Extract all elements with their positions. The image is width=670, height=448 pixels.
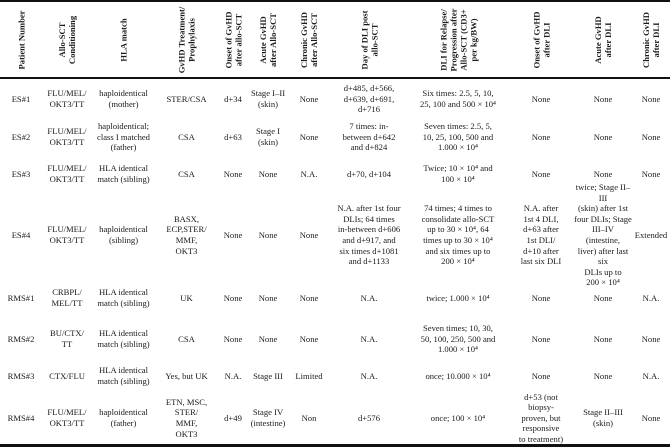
table-cell: haploidentical (mother) [99,88,148,109]
table-cell: HLA identical match (sibling) [97,328,150,349]
table-cell: None [299,131,319,142]
table-cell: None [299,93,319,104]
table-cell: FLU/MEL/ OKT3/TT [47,126,87,147]
column-header [92,3,155,76]
table-cell: None [641,131,661,142]
table-cell: ES#3 [11,168,31,179]
table-cell: N.A. [300,168,318,179]
table-cell: d+53 (not biopsy- proven, but responsive to treatment) [518,391,564,444]
table-cell: None [258,292,278,303]
table-cell: haploidentical (sibling) [99,224,148,245]
column-header [508,3,574,76]
table-cell: FLU/MEL/ OKT3/TT [47,224,87,245]
table-cell: N.A. [642,370,660,381]
table-cell: Yes, but UK [165,370,208,381]
table-cell: CSA [178,131,195,142]
table-cell: RMS#1 [7,292,35,303]
table-cell: Stage II–III (skin) [583,407,623,428]
table-cell: None [258,168,278,179]
table-cell: STER/CSA [166,93,207,104]
table-cell: HLA identical match (sibling) [97,163,150,184]
table-cell: Stage I (skin) [255,126,281,147]
table-cell: None [223,168,243,179]
table-cell: CTX/FLU [49,370,85,381]
table-cell: d+34 [224,93,242,104]
table-cell: FLU/MEL/ OKT3/TT [47,407,87,428]
column-header-label: GvHD Treatment/ Prophylaxis [176,6,197,73]
table-cell: None [593,168,613,179]
table-cell: Seven times; 10, 30, 50, 100, 250, 500 and 1.000 × 10⁴ [420,323,496,355]
table-cell: haploidentical; class I matched (father) [97,121,150,153]
table-cell: None [531,131,551,142]
table-cell: None [593,131,613,142]
column-header [408,3,508,76]
table-cell: Twice; 10 × 10⁴ and 100 × 10⁴ [423,163,493,184]
table-cell: N.A. [360,333,378,344]
table-cell: None [223,229,243,240]
table-cell: None [531,292,551,303]
table-cell: CSA [178,333,195,344]
column-header-label: Chronic GvHD after DLI [641,11,662,68]
column-header [288,3,330,76]
table-cell: d+70, d+104 [346,168,392,179]
table-cell: None [531,333,551,344]
column-header-label: Onset of GvHD after allo-SCT [223,11,243,68]
table-cell: None [593,333,613,344]
column-header [632,3,670,76]
table-cell: N.A. [360,370,378,381]
table-cell: None [223,292,243,303]
table-cell: None [223,333,243,344]
column-header [42,3,92,76]
table-cell: haploidentical (father) [99,407,148,428]
table-cell: once; 100 × 10⁴ [430,412,486,423]
table-cell: ES#2 [11,131,31,142]
table-cell: N.A. [360,292,378,303]
table-cell: 7 times: in- between d+642 and d+824 [342,121,396,153]
table-bottom-rule [0,444,670,447]
table-cell: Non [301,412,317,423]
table-cell: BU/CTX/ TT [50,328,84,349]
table-cell: Seven times: 2.5, 5, 10, 25, 100, 500 and 1.000 × 10⁴ [422,121,494,153]
table-cell: 74 times; 4 times to consolidate allo-SCT up to 30 × 10⁴, 64 times up to 30 × 10⁴ and six times up to 200 × 10⁴ [421,203,495,267]
table-cell: N.A. [224,370,242,381]
table-header-rule [0,77,670,79]
table-cell: N.A. [642,292,660,303]
column-header [155,3,218,76]
table-cell: None [531,168,551,179]
column-header-label: HLA match [118,17,129,62]
column-header [0,3,42,76]
column-header [248,3,288,76]
table-cell: None [593,93,613,104]
table-cell: None [258,333,278,344]
table-cell: None [299,229,319,240]
table-cell: BASX, ECP,STER/ MMF, OKT3 [166,213,207,256]
table-cell: None [593,292,613,303]
column-header-label: Allo-SCT Conditioning [57,15,77,64]
table-cell: N.A. after 1st four DLIs; 64 times in-between d+606 and d+917, and six times d+1081 and d+1133 [337,203,401,267]
column-header-label: DLI for Relapse/ Progression after Allo-SCT (CD3+ per kg/BW) [438,8,478,71]
table-cell: RMS#4 [7,412,35,423]
column-header-label: Acute GvHD after Allo-SCT [258,12,278,67]
column-header-label: Chronic GvHD after Allo-SCT [299,11,320,68]
table-cell: RMS#2 [7,333,35,344]
table-cell: Stage III [253,370,283,381]
table-cell: FLU/MEL/ OKT3/TT [47,163,87,184]
table-cell: ES#4 [11,229,31,240]
table-cell: None [299,333,319,344]
column-header [218,3,248,76]
table-cell: Stage IV (intestine) [250,407,286,428]
table-cell: CSA [178,168,195,179]
table-cell: d+49 [224,412,242,423]
table-cell: RMS#3 [7,370,35,381]
table-cell: ETN, MSC, STER/ MMF, OKT3 [165,396,208,439]
table-cell: None [593,370,613,381]
table-cell: twice; 1.000 × 10⁴ [426,292,490,303]
table-cell: HLA identical match (sibling) [97,287,150,308]
table-cell: None [641,412,661,423]
column-header-label: Onset of GvHD after DLI [531,11,551,68]
table-cell: FLU/MEL/ OKT3/TT [47,88,87,109]
table-cell: N.A. after 1st 4 DLI, d+63 after 1st DLI/ d+10 after last six DLI [520,203,562,267]
table-cell: None [641,93,661,104]
table-cell: Six times: 2.5, 5, 10, 25, 100 and 500 × 10⁴ [419,88,497,109]
table-cell: UK [180,292,193,303]
table-top-rule [0,0,670,2]
table-cell: twice; Stage II–III (skin) after 1st four DLIs; Stage III–IV (intestine, liver) after last six DLIs up to 200 × 10⁴ [574,182,632,288]
table-cell: None [258,229,278,240]
table-cell: Extended [634,229,668,240]
table-cell: CRBPL/ MEL/TT [51,287,83,308]
table-cell: once; 10.000 × 10⁴ [425,370,491,381]
table-cell: None [299,292,319,303]
table-cell: None [641,168,661,179]
column-header-label: Patient Number [16,10,27,69]
column-header-label: Day of DLI post allo-SCT [359,10,379,69]
table-cell: HLA identical match (sibling) [97,365,150,386]
table-cell: Limited [295,370,323,381]
table-cell: Stage I–II (skin) [250,88,286,109]
table-cell: None [531,93,551,104]
column-header [574,3,632,76]
table-cell: d+576 [357,412,381,423]
column-header-label: Acute GvHD after DLI [593,15,613,64]
table-cell: ES#1 [11,93,31,104]
table-cell: d+63 [224,131,242,142]
table-cell: None [531,370,551,381]
column-header [330,3,408,76]
table-cell: None [641,333,661,344]
table-cell: d+485, d+566, d+639, d+691, d+716 [343,83,395,115]
